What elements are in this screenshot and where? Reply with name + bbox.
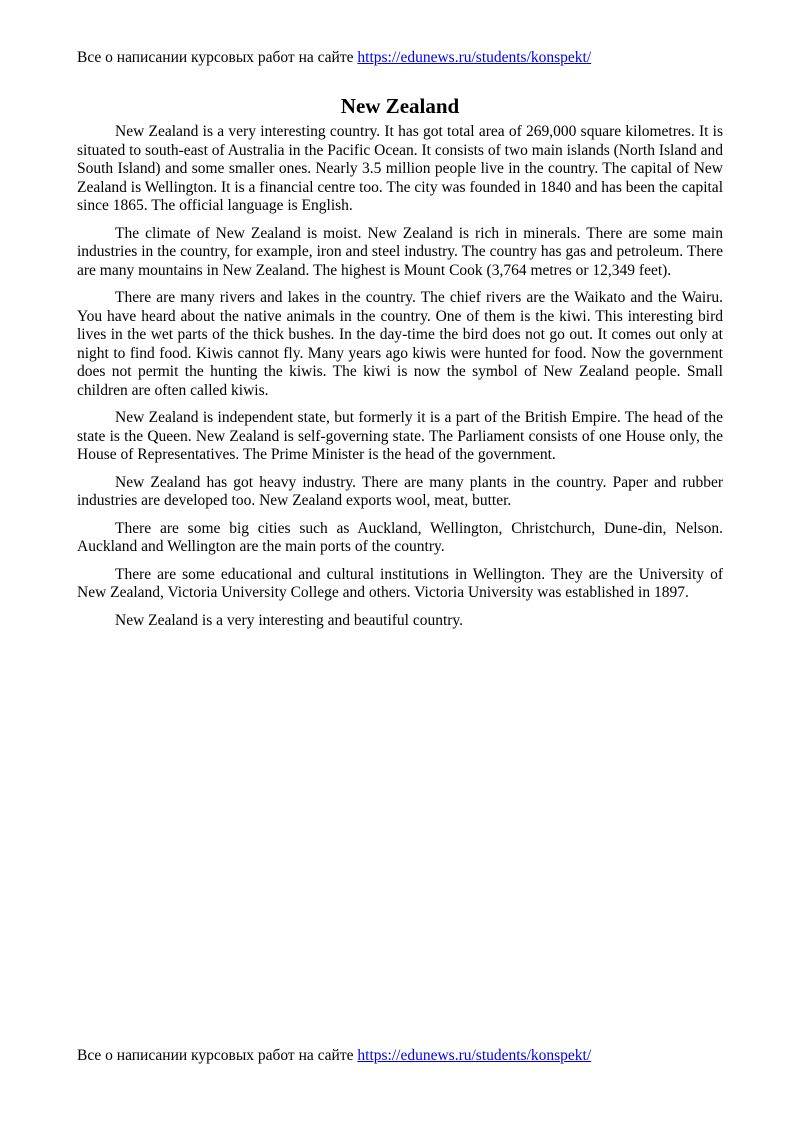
paragraph-5: New Zealand has got heavy industry. There are many plants in the country. Paper and rubber industries are developed too. New Zealand exports wool, meat, butter. [77,473,723,509]
paragraph-2: The climate of New Zealand is moist. New Zealand is rich in minerals. There are some main industries in the country, for example, iron and steel industry. The country has gas and petroleum. There are many mountains in New Zealand. The highest is Mount Cook (3,764 metres or 12,349 feet). [77,224,723,279]
paragraph-3: There are many rivers and lakes in the country. The chief rivers are the Waikato and the Wairu. You have heard about the native animals in the country. One of them is the kiwi. This interesting bird lives in the wet parts of the thick bushes. In the day-time the bird does not go out. It comes out only at night to find food. Kiwis cannot fly. Many years ago kiwis were hunted for food. Now the government does not permit the hunting the kiwis. The kiwi is now the symbol of New Zealand people. Small children are often called kiwis. [77,289,723,399]
paragraph-4: New Zealand is independent state, but formerly it is a part of the British Empire. The head of the state is the Queen. New Zealand is self-governing state. The Parliament consists of one House only, the House of Representatives. The Prime Minister is the head of the government. [77,409,723,463]
header-text: Все о написании курсовых работ на сайте [77,49,358,66]
paragraph-6: There are some big cities such as Auckland, Wellington, Christchurch, Dune-din, Nelson. Auckland and Wellington are the main ports of the country. [77,519,723,555]
page-footer [77,1047,591,1065]
paragraph-1: New Zealand is a very interesting country. It has got total area of 269,000 square kilometres. It is situated to south-east of Australia in the Pacific Ocean. It consists of two main islands (North Island and South Island) and some smaller ones. Nearly 3.5 million people live in the country. The capital of New Zealand is Wellington. It is a financial centre too. The city was founded in 1840 and has been the capital since 1865. The official language is English. [77,123,723,214]
paragraph-8: New Zealand is a very interesting and beautiful country. [115,611,464,629]
footer-text: Все о написании курсовых работ на сайте [77,1047,358,1064]
document-body [77,93,723,639]
paragraph-7: There are some educational and cultural institutions in Wellington. They are the University of New Zealand, Victoria University College and others. Victoria University was established in 1897. [77,565,723,601]
header-link[interactable]: https://edunews.ru/students/konspekt/ [357,49,592,66]
document-title: New Zealand [340,94,460,118]
page-header [77,49,591,67]
footer-link[interactable]: https://edunews.ru/students/konspekt/ [357,1047,592,1064]
